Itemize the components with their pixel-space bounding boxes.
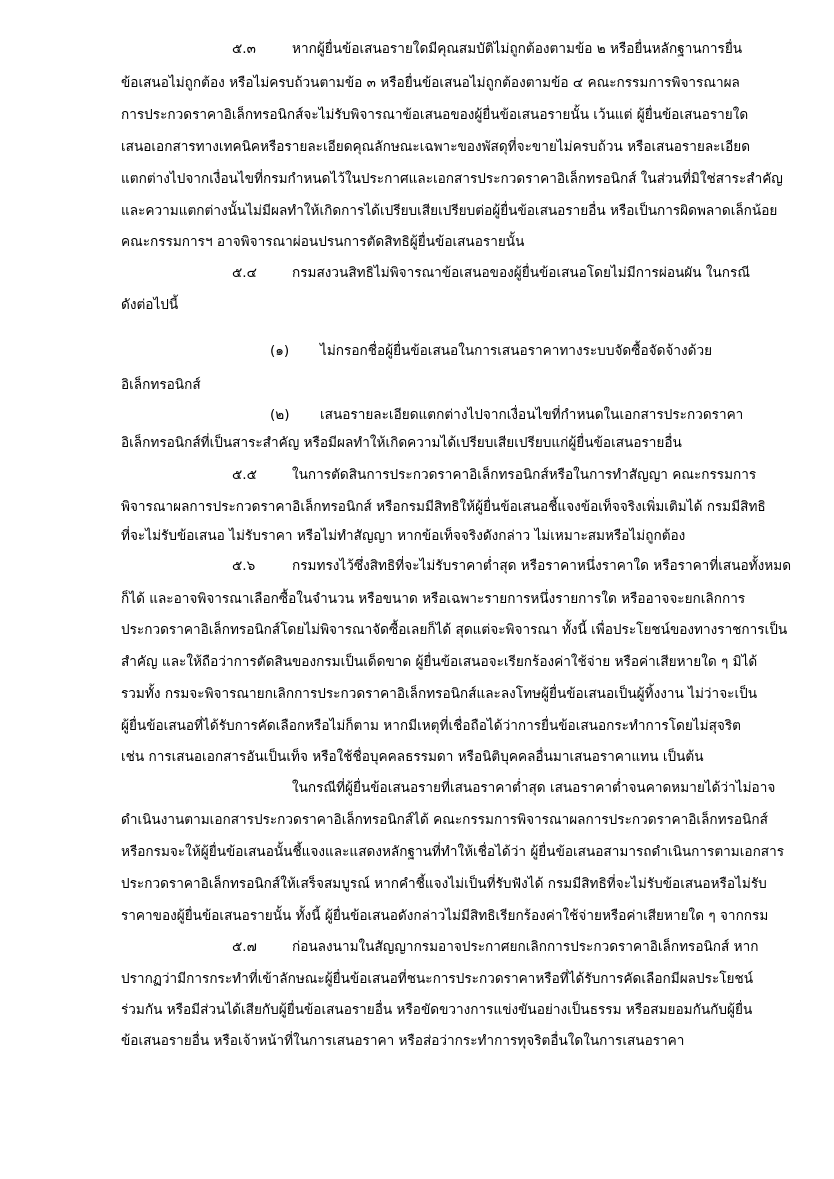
section-number: ๕.๓ <box>232 41 256 57</box>
item-number: (๒) <box>270 407 290 423</box>
section-5-3-first-line <box>232 40 742 58</box>
section-number: ๕.๗ <box>232 939 257 955</box>
paragraph-line: สำคัญ และให้ถือว่าการตัดสินของกรมเป็นเด็ดขาด ผู้ยื่นข้อเสนอจะเรียกร้องค่าใช้จ่าย หรือค่าเสียหายใด ๆ มิได้ <box>121 654 758 670</box>
section-5-4-first-line <box>232 264 750 282</box>
paragraph-text: กรมทรงไว้ซึ่งสิทธิที่จะไม่รับราคาต่ำสุด หรือราคาหนึ่งราคาใด หรือราคาที่เสนอทั้งหมด <box>292 558 792 574</box>
paragraph-line: การประกวดราคาอิเล็กทรอนิกส์จะไม่รับพิจารณาข้อเสนอของผู้ยื่นข้อเสนอรายนั้น เว้นแต่ ผู้ยื่นข้อเสนอรายใด <box>121 107 749 123</box>
item-1-first-line <box>270 342 712 360</box>
paragraph-line: ร่วมกัน หรือมีส่วนได้เสียกับผู้ยื่นข้อเสนอรายอื่น หรือขัดขวางการแข่งขันอย่างเป็นธรรม หรือสมยอมกันกับผู้ยื่น <box>121 1002 753 1018</box>
paragraph-line: และความแตกต่างนั้นไม่มีผลทำให้เกิดการได้เปรียบเสียเปรียบต่อผู้ยื่นข้อเสนอรายอื่น หรือเป็นการผิดพลาดเล็กน้อย <box>121 203 778 219</box>
paragraph-text: ไม่กรอกชื่อผู้ยื่นข้อเสนอในการเสนอราคาทางระบบจัดซื้อจัดจ้างด้วย <box>320 343 713 359</box>
paragraph-line: ดำเนินงานตามเอกสารประกวดราคาอิเล็กทรอนิกส์ได้ คณะกรรมการพิจารณาผลการประกวดราคาอิเล็กทรอนิกส์ <box>121 812 768 828</box>
paragraph-line: ข้อเสนอรายอื่น หรือเจ้าหน้าที่ในการเสนอราคา หรือส่อว่ากระทำการทุจริตอื่นใดในการเสนอราคา <box>121 1033 685 1049</box>
paragraph-line: ก็ได้ และอาจพิจารณาเลือกซื้อในจำนวน หรือขนาด หรือเฉพาะรายการหนึ่งรายการใด หรืออาจจะยกเลิกการ <box>121 591 746 607</box>
paragraph-line: ประกวดราคาอิเล็กทรอนิกส์โดยไม่พิจารณาจัดซื้อเลยก็ได้ สุดแต่จะพิจารณา ทั้งนี้ เพื่อประโยชน์ของทางราชการเป็น <box>121 622 788 638</box>
paragraph-line: อิเล็กทรอนิกส์ <box>121 377 201 393</box>
paragraph-text: ก่อนลงนามในสัญญากรมอาจประกาศยกเลิกการประกวดราคาอิเล็กทรอนิกส์ หาก <box>292 939 759 955</box>
paragraph-line: หรือกรมจะให้ผู้ยื่นข้อเสนอนั้นชี้แจงและแสดงหลักฐานที่ทำให้เชื่อได้ว่า ผู้ยื่นข้อเสนอสามารถดำเนินการตามเอกสาร <box>121 844 785 860</box>
paragraph-line: คณะกรรมการฯ อาจพิจารณาผ่อนปรนการตัดสิทธิผู้ยื่นข้อเสนอรายนั้น <box>121 234 525 250</box>
paragraph-text: ในการตัดสินการประกวดราคาอิเล็กทรอนิกส์หรือในการทำสัญญา คณะกรรมการ <box>292 467 757 483</box>
paragraph-text: เสนอรายละเอียดแตกต่างไปจากเงื่อนไขที่กำหนดในเอกสารประกวดราคา <box>320 407 744 423</box>
section-number: ๕.๕ <box>232 467 257 483</box>
paragraph-line: ที่จะไม่รับข้อเสนอ ไม่รับราคา หรือไม่ทำสัญญา หากข้อเท็จจริงดังกล่าว ไม่เหมาะสมหรือไม่ถูกต้อง <box>121 528 686 544</box>
section-number: ๕.๔ <box>232 265 257 281</box>
paragraph-line: ปรากฏว่ามีการกระทำที่เข้าลักษณะผู้ยื่นข้อเสนอที่ชนะการประกวดราคาหรือที่ได้รับการคัดเลือกมีผลประโยชน์ <box>121 971 754 987</box>
paragraph-line: ในกรณีที่ผู้ยื่นข้อเสนอรายที่เสนอราคาต่ำสุด เสนอราคาต่ำจนคาดหมายได้ว่าไม่อาจ <box>292 780 776 796</box>
paragraph-line: ประกวดราคาอิเล็กทรอนิกส์ให้เสร็จสมบูรณ์ หากคำชี้แจงไม่เป็นที่รับฟังได้ กรมมีสิทธิที่จะไม่รับข้อเสนอหรือไม่รับ <box>121 876 767 892</box>
item-2-first-line <box>270 406 743 424</box>
paragraph-line: เสนอเอกสารทางเทคนิคหรือรายละเอียดคุณลักษณะเฉพาะของพัสดุที่จะขายไม่ครบถ้วน หรือเสนอรายละเอียด <box>121 139 751 155</box>
paragraph-line: เช่น การเสนอเอกสารอันเป็นเท็จ หรือใช้ชื่อบุคคลธรรมดา หรือนิติบุคคลอื่นมาเสนอราคาแทน เป็นต้น <box>121 749 704 765</box>
section-number: ๕.๖ <box>232 558 256 574</box>
paragraph-line: พิจารณาผลการประกวดราคาอิเล็กทรอนิกส์ หรือกรมมีสิทธิให้ผู้ยื่นข้อเสนอชี้แจงข้อเท็จจริงเพิ่มเติมได้ กรมมีสิทธิ <box>121 499 766 515</box>
paragraph-line: ดังต่อไปนี้ <box>121 297 179 313</box>
section-5-7-first-line <box>232 938 758 956</box>
paragraph-line: ราคาของผู้ยื่นข้อเสนอรายนั้น ทั้งนี้ ผู้ยื่นข้อเสนอดังกล่าวไม่มีสิทธิเรียกร้องค่าใช้จ่ายหรือค่าเสียหายใด ๆ จากกรม <box>121 908 769 924</box>
paragraph-line: ผู้ยื่นข้อเสนอที่ได้รับการคัดเลือกหรือไม่ก็ตาม หากมีเหตุที่เชื่อถือได้ว่าการยื่นข้อเสนอกระทำการโดยไม่สุจริต <box>121 718 741 734</box>
paragraph-text: กรมสงวนสิทธิไม่พิจารณาข้อเสนอของผู้ยื่นข้อเสนอโดยไม่มีการผ่อนผัน ในกรณี <box>292 265 750 281</box>
paragraph-line: รวมทั้ง กรมจะพิจารณายกเลิกการประกวดราคาอิเล็กทรอนิกส์และลงโทษผู้ยื่นข้อเสนอเป็นผู้ทิ้งงาน ไม่ว่าจะเป็น <box>121 686 758 702</box>
item-number: (๑) <box>270 343 290 359</box>
section-5-6-first-line <box>232 557 791 575</box>
section-5-5-first-line <box>232 466 756 484</box>
paragraph-text: หากผู้ยื่นข้อเสนอรายใดมีคุณสมบัติไม่ถูกต้องตามข้อ ๒ หรือยื่นหลักฐานการยื่น <box>292 41 743 57</box>
paragraph-line: แตกต่างไปจากเงื่อนไขที่กรมกำหนดไว้ในประกาศและเอกสารประกวดราคาอิเล็กทรอนิกส์ ในส่วนที่มิใช่สาระสำคัญ <box>121 171 783 187</box>
paragraph-line: อิเล็กทรอนิกส์ที่เป็นสาระสำคัญ หรือมีผลทำให้เกิดความได้เปรียบเสียเปรียบแก่ผู้ยื่นข้อเสนอรายอื่น <box>121 435 682 451</box>
paragraph-line: ข้อเสนอไม่ถูกต้อง หรือไม่ครบถ้วนตามข้อ ๓ หรือยื่นข้อเสนอไม่ถูกต้องตามข้อ ๔ คณะกรรมการพิจารณาผล <box>121 75 740 91</box>
